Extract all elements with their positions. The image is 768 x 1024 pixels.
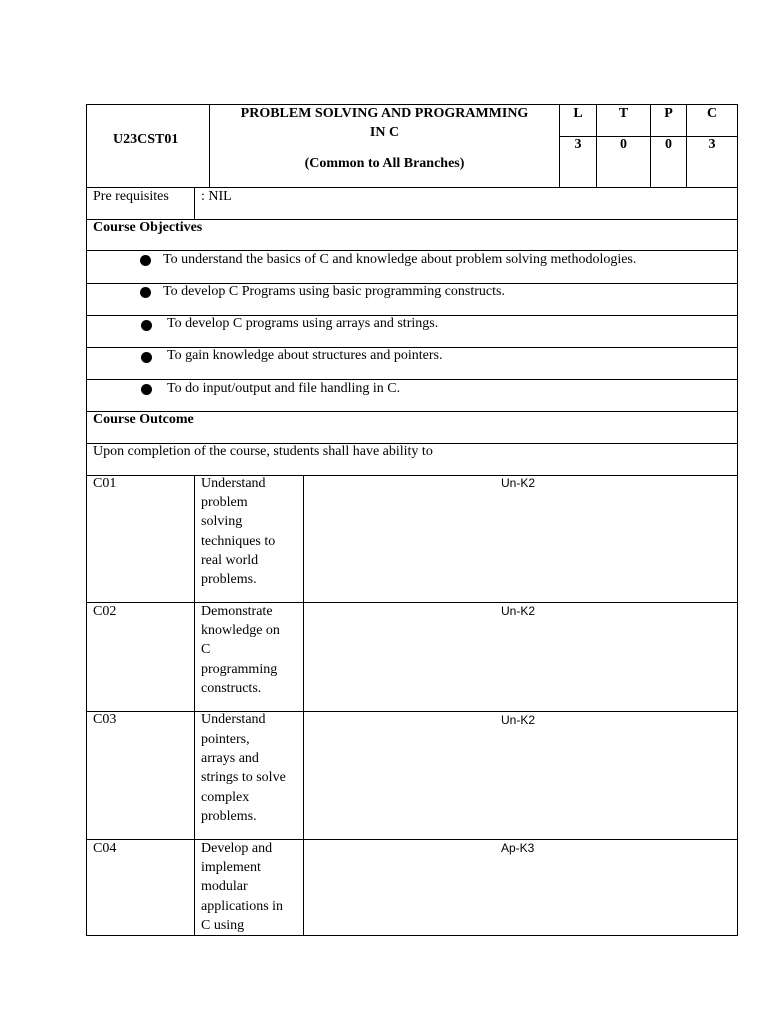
objectives-heading: Course Objectives xyxy=(93,220,203,235)
ltpc-label-t: T xyxy=(618,106,629,121)
outcome-text-line: arrays and xyxy=(201,751,259,766)
outcome-text-line: applications in xyxy=(201,899,284,914)
outcome-level: Un-K2 xyxy=(501,713,536,727)
outcome-text-line: techniques to xyxy=(201,534,276,549)
ltpc-value-t: 0 xyxy=(620,137,627,152)
prerequisites-value: : NIL xyxy=(201,189,232,204)
ltpc-value-l: 3 xyxy=(574,137,582,152)
outcome-text-line: C using xyxy=(201,918,245,933)
bullet-icon xyxy=(140,287,151,298)
objective-item: To gain knowledge about structures and pointers. xyxy=(167,348,443,363)
table-border xyxy=(86,839,738,840)
outcome-level: Ap-K3 xyxy=(501,841,535,855)
bullet-icon xyxy=(141,352,152,363)
outcome-text-line: constructs. xyxy=(201,681,262,696)
table-border xyxy=(86,711,738,712)
outcome-text-line: Develop and xyxy=(201,841,273,856)
objective-item: To develop C Programs using basic programming constructs. xyxy=(163,284,505,299)
outcome-text-line: Understand xyxy=(201,712,266,727)
course-code: U23CST01 xyxy=(113,132,179,147)
prerequisites-label: Pre requisites xyxy=(93,189,169,204)
outcome-text-line: pointers, xyxy=(201,732,250,747)
outcome-text-line: programming xyxy=(201,662,278,677)
objective-item: To understand the basics of C and knowledge about problem solving methodologies. xyxy=(163,252,637,267)
outcome-text-line: Demonstrate xyxy=(201,604,273,619)
outcome-text-line: Understand xyxy=(201,476,266,491)
objective-item: To develop C programs using arrays and strings. xyxy=(167,316,439,331)
course-subtitle: (Common to All Branches) xyxy=(304,156,465,171)
outcome-code: C03 xyxy=(93,712,117,727)
outcome-text-line: real world xyxy=(201,553,259,568)
table-border xyxy=(86,935,738,936)
outcome-text-line: solving xyxy=(201,514,243,529)
outcome-code: C04 xyxy=(93,841,117,856)
outcome-text-line: problems. xyxy=(201,809,257,824)
ltpc-label-p: P xyxy=(664,106,673,121)
outcome-text-line: complex xyxy=(201,790,250,805)
outcome-text-line: C xyxy=(201,642,211,657)
ltpc-label-l: L xyxy=(573,106,583,121)
outcome-text-line: implement xyxy=(201,860,261,875)
outcome-code: C02 xyxy=(93,604,117,619)
outcome-text-line: knowledge on xyxy=(201,623,280,638)
outcome-text-line: modular xyxy=(201,879,248,894)
course-title-line2: IN C xyxy=(369,125,400,140)
outcome-text-line: strings to solve xyxy=(201,770,286,785)
outcome-level: Un-K2 xyxy=(501,476,536,490)
table-border xyxy=(737,104,738,936)
outcome-text-line: problem xyxy=(201,495,248,510)
outcomes-intro: Upon completion of the course, students shall have ability to xyxy=(93,444,433,459)
table-border xyxy=(86,602,738,603)
ltpc-label-c: C xyxy=(706,106,718,121)
ltpc-value-c: 3 xyxy=(708,137,716,152)
bullet-icon xyxy=(141,384,152,395)
course-title-line1: PROBLEM SOLVING AND PROGRAMMING xyxy=(240,106,529,121)
bullet-icon xyxy=(140,255,151,266)
table-border xyxy=(194,475,195,936)
table-border xyxy=(194,187,195,219)
objective-item: To do input/output and file handling in C. xyxy=(167,381,401,396)
outcomes-heading: Course Outcome xyxy=(93,412,194,427)
table-border xyxy=(86,187,738,188)
ltpc-value-p: 0 xyxy=(665,137,672,152)
table-border xyxy=(86,475,738,476)
outcome-level: Un-K2 xyxy=(501,604,536,618)
table-border xyxy=(86,104,87,936)
table-border xyxy=(303,475,304,936)
outcome-text-line: problems. xyxy=(201,572,257,587)
outcome-code: C01 xyxy=(93,476,117,491)
bullet-icon xyxy=(141,320,152,331)
